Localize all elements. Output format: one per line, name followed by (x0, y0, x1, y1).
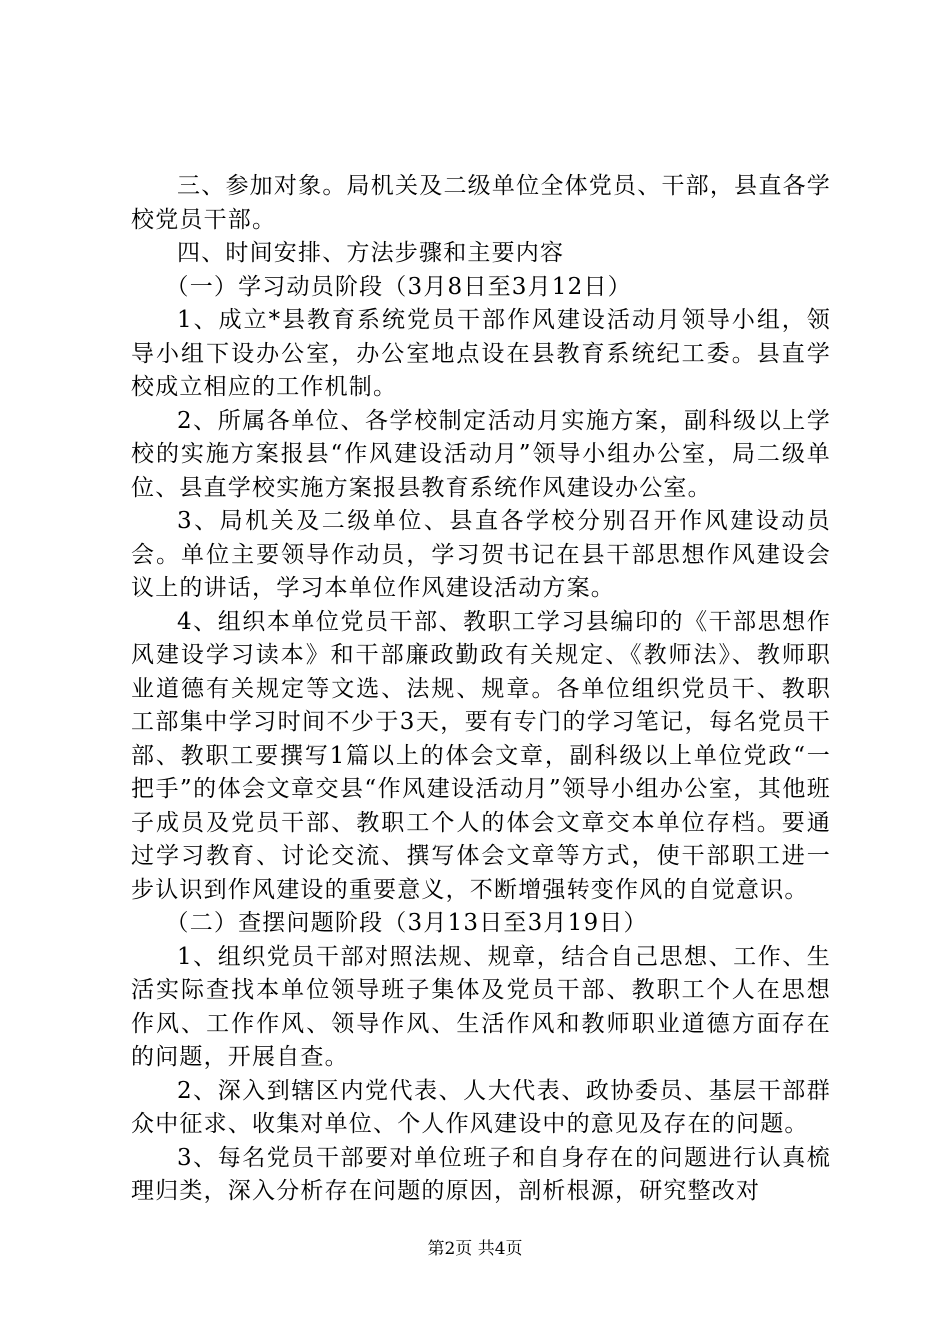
subsection-heading-study-mobilization: （一）学习动员阶段（3月8日至3月12日） (165, 273, 632, 300)
document-body (131, 170, 831, 1209)
subsection-heading-problem-finding: （二）查摆问题阶段（3月13日至3月19日） (165, 910, 648, 936)
section-heading-schedule: 四、时间安排、方法步骤和主要内容 (177, 240, 565, 266)
paragraph-item-1: 1、成立*县教育系统党员干部作风建设活动月领导小组，领导小组下设办公室，办公室地点设在县教育系统纪工委。县直学校成立相应的工作机制。 (131, 307, 831, 400)
paragraph-item-2: 2、所属各单位、各学校制定活动月实施方案，副科级以上学校的实施方案报县“作风建设活动月”领导小组办公室，局二级单位、县直学校实施方案报县教育系统作风建设办公室。 (131, 407, 831, 501)
paragraph-participants: 三、参加对象。局机关及二级单位全体党员、干部，县直各学校党员干部。 (131, 173, 831, 233)
page-footer: 第2页 共4页 (427, 1239, 523, 1259)
paragraph-item-4: 4、组织本单位党员干部、教职工学习县编印的《干部思想作风建设学习读本》和干部廉政勤政有关规定、《教师法》、教师职业道德有关规定等文选、法规、规章。各单位组织党员干、教职工部集中学习时间不少于3天，要有专门的学习笔记，每名党员干部、教职工要撰写1篇以上的体会文章，副科级以上单位党政“一把手”的体会文章交县“作风建设活动月”领导小组办公室，其他班子成员及党员干部、教职工个人的体会文章交本单位存档。要通过学习教育、讨论交流、撰写体会文章等方式，使干部职工进一步认识到作风建设的重要意义，不断增强转变作风的自觉意识。 (131, 608, 831, 903)
paragraph-item-3: 3、局机关及二级单位、县直各学校分别召开作风建设动员会。单位主要领导作动员，学习贺书记在县干部思想作风建设会议上的讲话，学习本单位作风建设活动方案。 (131, 508, 831, 601)
paragraph-problem-item-1: 1、组织党员干部对照法规、规章，结合自己思想、工作、生活实际查找本单位领导班子集体及党员干部、教职工个人在思想作风、工作作风、领导作风、生活作风和教师职业道德方面存在的问题，开展自查。 (131, 943, 831, 1070)
paragraph-problem-item-2: 2、深入到辖区内党代表、人大代表、政协委员、基层干部群众中征求、收集对单位、个人作风建设中的意见及存在的问题。 (131, 1077, 831, 1137)
paragraph-problem-item-3: 3、每名党员干部要对单位班子和自身存在的问题进行认真梳理归类，深入分析存在问题的原因，剖析根源，研究整改对 (131, 1144, 831, 1204)
